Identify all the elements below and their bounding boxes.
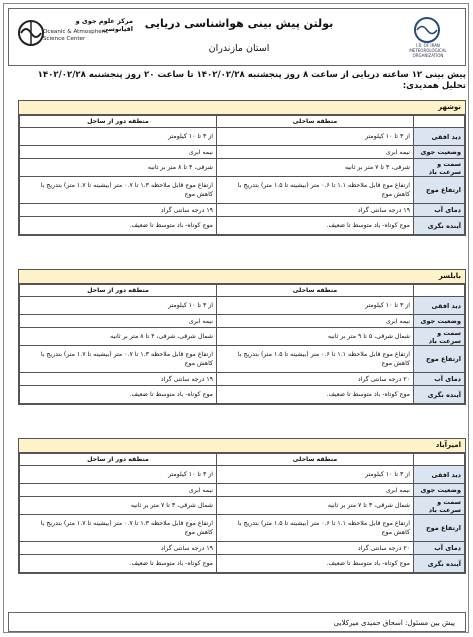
coastal-value: موج کوتاه- باد متوسط تا ضعیف. [216,555,413,573]
offshore-value: موج کوتاه- باد متوسط تا ضعیف. [20,555,217,573]
org-left-fa: مرکز علوم جوی و اقیانوسی [75,17,133,33]
offshore-value: از ۳ تا ۱۰ کیلومتر [20,297,217,315]
row-label: وضعیت جوی [414,315,465,328]
row-label: ارتفاع موج [414,515,465,542]
forecast-period: پیش بینی ۱۲ ساعته دریایی از ساعت ۸ روز پنجشنبه ۱۴۰۲/۰۲/۲۸ تا ساعت ۲۰ روز پنجشنبه ۱۴۰۲/۰۲/۲۸ [37,70,466,80]
offshore-value: ارتفاع موج قابل ملاحظه ۱.۳ تا ۰.۷ متر (بیشینه تا ۱.۷ متر) بتدریج با کاهش موج [20,346,217,373]
synoptic-analysis-label: تحلیل همدیدی: [402,81,466,91]
row-label: وضعیت جوی [414,484,465,497]
offshore-value: شمال شرقی، ۳ تا ۷ متر بر ثانیه [20,497,217,515]
row-label: ارتفاع موج [414,346,465,373]
table-row [20,159,465,177]
offshore-value: ۱۹ درجه سانتی گراد [20,542,217,555]
offshore-value: موج کوتاه- باد متوسط تا ضعیف. [20,386,217,404]
forecast-table [19,115,465,235]
table-row [20,146,465,159]
table-row [20,555,465,573]
forecast-heading [8,70,466,92]
row-label: دمای آب [414,204,465,217]
coastal-value: موج کوتاه- باد متوسط تا ضعیف. [216,386,413,404]
section-title: بابلسر [19,270,465,284]
table-row [20,542,465,555]
table-row [20,515,465,542]
coastal-value: ارتفاع موج قابل ملاحظه ۱.۱ تا ۰.۶ متر (بیشینه تا ۱.۵ متر) بتدریج با کاهش موج [216,346,413,373]
table-header-row [20,285,465,297]
table-header-row [20,116,465,128]
org-left-en-line1: Oceanic & Atmospheric [43,29,109,35]
bulletin-subtitle: استان مازندران [208,43,270,54]
row-label: دمای آب [414,373,465,386]
column-coastal: منطقه ساحلی [216,454,413,466]
coastal-value: از ۳ تا ۱۰ کیلومتر [216,466,413,484]
offshore-value: از ۳ تا ۱۰ کیلومتر [20,128,217,146]
responsible-forecaster: پیش بین مسئول: اسحاق حمیدی میرکلایی [8,612,466,632]
section-title: نوشهر [19,101,465,115]
row-label: دید افقی [414,297,465,315]
coastal-value: موج کوتاه- باد متوسط تا ضعیف. [216,217,413,235]
column-offshore: منطقه دور از ساحل [20,285,217,297]
table-row [20,315,465,328]
row-label: وضعیت جوی [414,146,465,159]
table-row [20,466,465,484]
section-amirabad [18,438,466,574]
table-row [20,386,465,404]
bulletin-page [3,3,469,633]
table-row [20,497,465,515]
table-row [20,346,465,373]
offshore-value: نیمه ابری [20,146,217,159]
coastal-value: نیمه ابری [216,146,413,159]
table-row [20,128,465,146]
row-label: ارتفاع موج [414,177,465,204]
bulletin-title: بولتن پیش بینی هواشناسی دریایی [144,17,334,30]
offshore-value: از ۳ تا ۱۰ کیلومتر [20,466,217,484]
row-label: سمت و سرعت باد [414,497,465,515]
row-label: سمت و سرعت باد [414,159,465,177]
coastal-value: ارتفاع موج قابل ملاحظه ۱.۱ تا ۰.۶ متر (بیشینه تا ۱.۵ متر) بتدریج با کاهش موج [216,177,413,204]
offshore-value: ارتفاع موج قابل ملاحظه ۱.۳ تا ۰.۷ متر (بیشینه تا ۱.۷ متر) بتدریج با کاهش موج [20,177,217,204]
row-label: سمت و سرعت باد [414,328,465,346]
coastal-value: نیمه ابری [216,315,413,328]
column-coastal: منطقه ساحلی [216,116,413,128]
coastal-value: از ۳ تا ۱۰ کیلومتر [216,297,413,315]
coastal-value: ۱۹ درجه سانتی گراد [216,204,413,217]
coastal-value: ۲۰ درجه سانتی گراد [216,542,413,555]
section-babolsar [18,269,466,405]
coastal-value: ۲۰ درجه سانتی گراد [216,373,413,386]
offshore-value: نیمه ابری [20,315,217,328]
row-label: دید افقی [414,128,465,146]
table-row [20,177,465,204]
org-left-en-line2: Science Center [43,36,86,42]
table-row [20,373,465,386]
offshore-value: ۱۹ درجه سانتی گراد [20,204,217,217]
section-title: امیرآباد [19,439,465,453]
row-label: دید افقی [414,466,465,484]
coastal-value: از ۳ تا ۱۰ کیلومتر [216,128,413,146]
org-left-en [43,29,133,43]
section-nowshahr [18,100,466,236]
forecast-table [19,284,465,404]
coastal-value: ارتفاع موج قابل ملاحظه ۱.۱ تا ۰.۶ متر (بیشینه تا ۱.۵ متر) بتدریج با کاهش موج [216,515,413,542]
row-label: آینده نگری [414,217,465,235]
table-row [20,328,465,346]
bulletin-header [8,8,466,66]
offshore-value: موج کوتاه- باد متوسط تا ضعیف. [20,217,217,235]
table-header-row [20,454,465,466]
offshore-value: نیمه ابری [20,484,217,497]
forecast-table [19,453,465,573]
coastal-value: شمال شرقی، ۳ تا ۷ متر بر ثانیه [216,497,413,515]
org-right-en: I.R. OF IRAN METEOROLOGICAL ORGANIZATION [409,43,447,58]
column-offshore: منطقه دور از ساحل [20,454,217,466]
offshore-value: ۱۹ درجه سانتی گراد [20,373,217,386]
table-row [20,484,465,497]
offshore-value: شرقی، ۴ تا ۸ متر بر ثانیه [20,159,217,177]
coastal-value: نیمه ابری [216,484,413,497]
column-coastal: منطقه ساحلی [216,285,413,297]
column-offshore: منطقه دور از ساحل [20,116,217,128]
table-row [20,217,465,235]
coastal-value: شرقی، ۳ تا ۷ متر بر ثانیه [216,159,413,177]
table-row [20,204,465,217]
row-label: دمای آب [414,542,465,555]
offshore-value: ارتفاع موج قابل ملاحظه ۱.۳ تا ۰.۷ متر (بیشینه تا ۱.۷ متر) بتدریج با کاهش موج [20,515,217,542]
coastal-value: شمال شرقی، ۵ تا ۹ متر بر ثانیه [216,328,413,346]
offshore-value: شمال شرقی، شرقی، ۴ تا ۸ متر بر ثانیه [20,328,217,346]
row-label: آینده نگری [414,386,465,404]
table-row [20,297,465,315]
row-label: آینده نگری [414,555,465,573]
